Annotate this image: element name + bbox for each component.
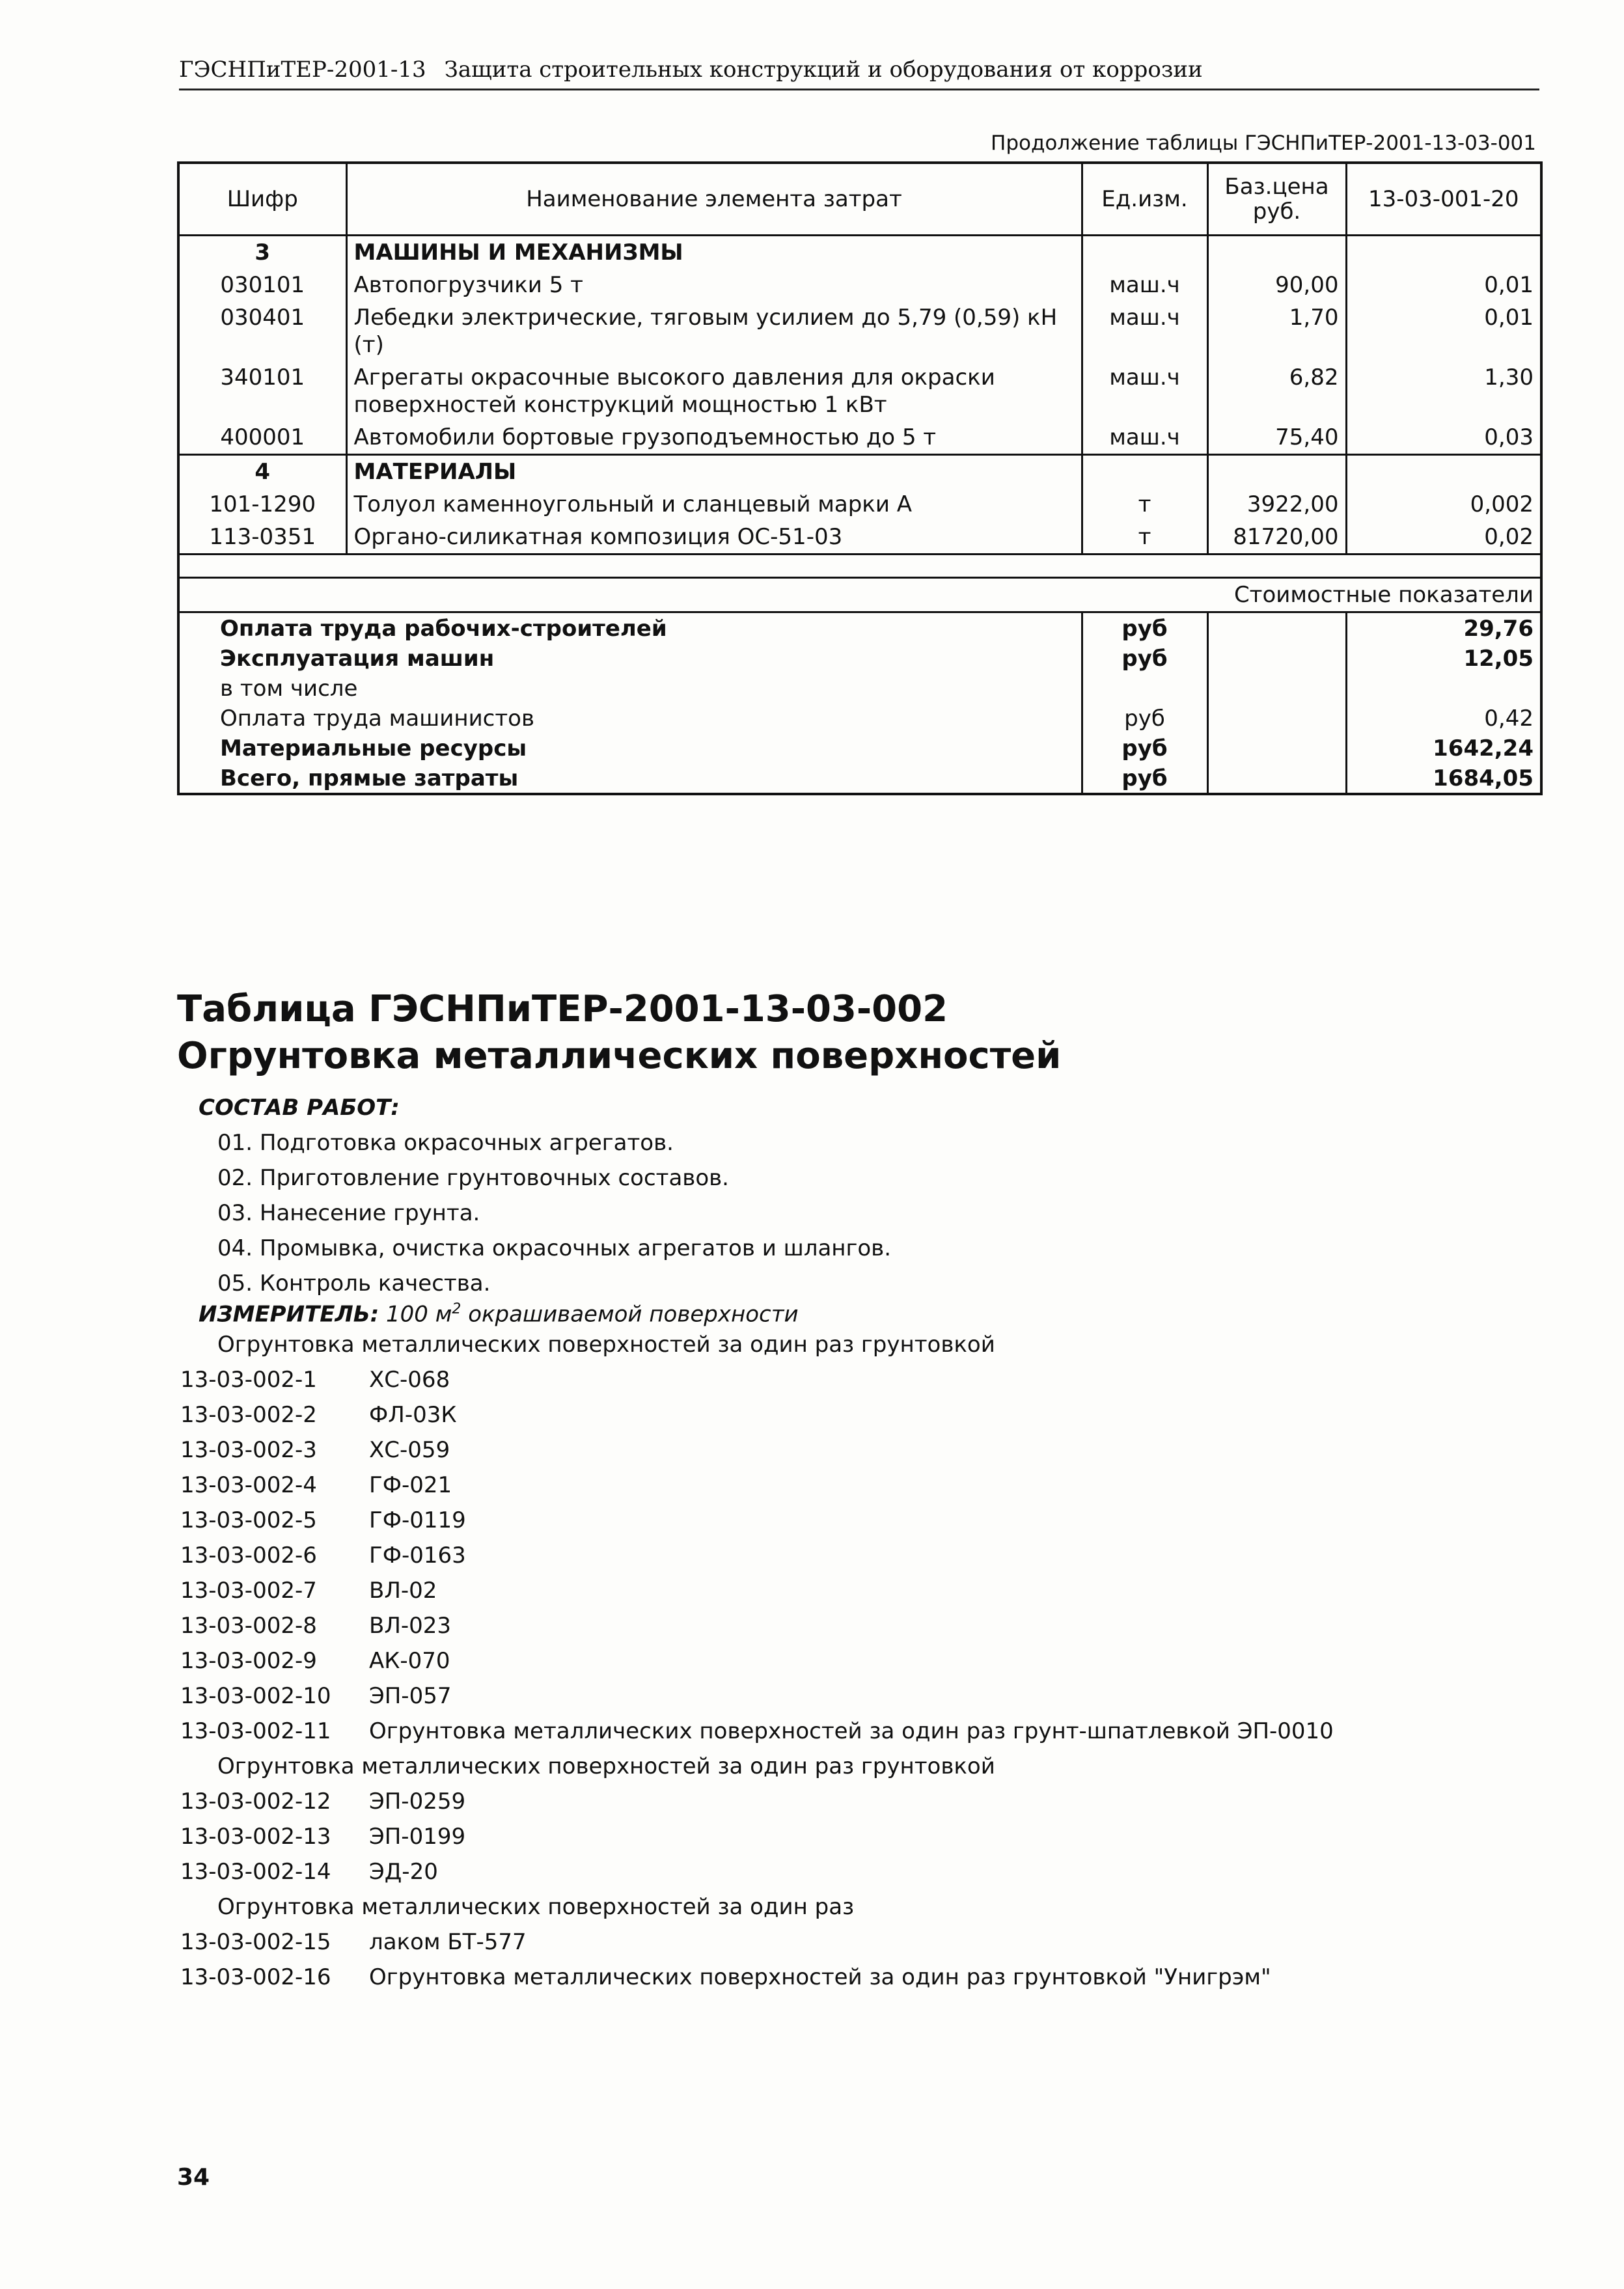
col-header-code: Шифр <box>178 163 346 236</box>
norm-code: 13-03-002-9 <box>180 1648 317 1674</box>
norm-name: ЭП-0199 <box>369 1824 466 1850</box>
norm-code: 13-03-002-4 <box>180 1472 317 1498</box>
code-row <box>180 1963 1271 1992</box>
code-row <box>180 1576 437 1605</box>
norm-name: ФЛ-03К <box>369 1402 457 1428</box>
summary-label: Оплата труда машинистов <box>220 706 535 732</box>
norm-code: 13-03-002-6 <box>180 1542 317 1569</box>
norm-code: 13-03-002-14 <box>180 1859 331 1885</box>
spacer-row <box>178 555 1541 578</box>
summary-row <box>178 763 1541 794</box>
norm-code: 13-03-002-16 <box>180 1964 331 1990</box>
row-value: 1,30 <box>1346 361 1541 421</box>
running-header <box>179 51 1539 90</box>
row-value: 0,02 <box>1346 521 1541 555</box>
code-row <box>180 1506 466 1535</box>
section-row <box>178 455 1541 489</box>
group-caption: Огрунтовка металлических поверхностей за один раз <box>217 1894 855 1920</box>
norm-name: ГФ-0119 <box>369 1507 466 1533</box>
table-row <box>178 521 1541 555</box>
summary-value: 1684,05 <box>1433 765 1534 791</box>
cost-caption: Стоимостные показатели <box>178 578 1541 612</box>
row-price: 81720,00 <box>1207 521 1346 555</box>
code-row <box>180 1717 1334 1746</box>
continuation-caption: Продолжение таблицы ГЭСНПиТЕР-2001-13-03-001 <box>991 131 1536 155</box>
norm-code: 13-03-002-3 <box>180 1437 317 1463</box>
measure-rest: окрашиваемой поверхности <box>461 1301 799 1328</box>
norm-name: ГФ-0163 <box>369 1542 466 1569</box>
row-price: 6,82 <box>1207 361 1346 421</box>
measure-sup: 2 <box>452 1301 461 1317</box>
summary-unit: руб <box>1082 733 1207 763</box>
row-price: 3922,00 <box>1207 488 1346 521</box>
row-price: 75,40 <box>1207 421 1346 455</box>
summary-label: в том числе <box>220 676 358 702</box>
table-subtitle: Огрунтовка металлических поверхностей <box>177 1035 1062 1077</box>
norm-name: ВЛ-023 <box>369 1613 452 1639</box>
row-price: 1,70 <box>1207 301 1346 361</box>
summary-label: Эксплуатация машин <box>220 646 495 672</box>
norm-code: 13-03-002-8 <box>180 1613 317 1639</box>
summary-value: 12,05 <box>1463 646 1534 672</box>
row-value: 0,01 <box>1346 269 1541 301</box>
summary-row <box>178 673 1541 703</box>
row-unit: маш.ч <box>1082 421 1207 455</box>
work-item: 05. Контроль качества. <box>217 1270 491 1296</box>
group-caption: Огрунтовка металлических поверхностей за один раз грунтовкой <box>217 1332 995 1358</box>
norm-name: ВЛ-02 <box>369 1578 437 1604</box>
summary-unit: руб <box>1082 643 1207 673</box>
measure-value: 100 м <box>386 1301 452 1328</box>
code-row <box>180 1541 466 1570</box>
norm-name: ГФ-021 <box>369 1472 452 1498</box>
table-header-row <box>178 163 1541 236</box>
table-row <box>178 361 1541 421</box>
row-name: Агрегаты окрасочные высокого давления для окраски поверхностей конструкций мощностью 1 кВт <box>346 361 1082 421</box>
work-item: 01. Подготовка окрасочных агрегатов. <box>217 1130 674 1156</box>
col-header-name: Наименование элемента затрат <box>346 163 1082 236</box>
norm-name: ЭП-057 <box>369 1683 452 1709</box>
code-row <box>180 1647 450 1675</box>
row-code: 030401 <box>178 301 346 361</box>
section-title: МАТЕРИАЛЫ <box>346 455 1082 489</box>
code-row <box>180 1682 451 1710</box>
code-row <box>180 1471 452 1500</box>
measure-line <box>199 1295 799 1328</box>
row-name: Автопогрузчики 5 т <box>346 269 1082 301</box>
summary-value: 1642,24 <box>1433 735 1534 761</box>
header-code: ГЭСНПиТЕР-2001-13 <box>179 57 426 83</box>
cost-table <box>177 161 1543 795</box>
norm-code: 13-03-002-13 <box>180 1824 331 1850</box>
norm-code: 13-03-002-2 <box>180 1402 317 1428</box>
work-item: 03. Нанесение грунта. <box>217 1200 480 1226</box>
work-item: 04. Промывка, очистка окрасочных агрегатов и шлангов. <box>217 1235 892 1261</box>
section-title: МАШИНЫ И МЕХАНИЗМЫ <box>346 236 1082 269</box>
norm-code: 13-03-002-12 <box>180 1789 331 1815</box>
row-name: Лебедки электрические, тяговым усилием до 5,79 (0,59) кН (т) <box>346 301 1082 361</box>
work-composition-heading: СОСТАВ РАБОТ: <box>199 1095 400 1121</box>
row-code: 340101 <box>178 361 346 421</box>
group-caption: Огрунтовка металлических поверхностей за один раз грунтовкой <box>217 1753 995 1779</box>
col-header-unit: Ед.изм. <box>1082 163 1207 236</box>
code-row <box>180 1401 457 1429</box>
row-unit: маш.ч <box>1082 361 1207 421</box>
row-name: Автомобили бортовые грузоподъемностью до 5 т <box>346 421 1082 455</box>
code-row <box>180 1787 465 1816</box>
code-row <box>180 1857 438 1886</box>
row-code: 400001 <box>178 421 346 455</box>
norm-code: 13-03-002-5 <box>180 1507 317 1533</box>
norm-name: ЭД-20 <box>369 1859 438 1885</box>
norm-name: ХС-059 <box>369 1437 450 1463</box>
summary-row <box>178 703 1541 733</box>
row-unit: маш.ч <box>1082 269 1207 301</box>
code-row <box>180 1436 450 1464</box>
summary-label: Всего, прямые затраты <box>220 765 519 791</box>
table-row <box>178 488 1541 521</box>
summary-label: Материальные ресурсы <box>220 735 527 761</box>
row-name: Органо-силикатная композиция ОС-51-03 <box>346 521 1082 555</box>
summary-unit: руб <box>1082 703 1207 733</box>
table-row <box>178 269 1541 301</box>
code-row <box>180 1928 527 1956</box>
section-code: 4 <box>178 455 346 489</box>
code-row <box>180 1822 465 1851</box>
cost-caption-row <box>178 578 1541 612</box>
summary-value: 0,42 <box>1484 706 1534 732</box>
row-value: 0,03 <box>1346 421 1541 455</box>
row-value: 0,002 <box>1346 488 1541 521</box>
row-unit: маш.ч <box>1082 301 1207 361</box>
summary-label: Оплата труда рабочих-строителей <box>220 616 667 642</box>
section-code: 3 <box>178 236 346 269</box>
row-code: 030101 <box>178 269 346 301</box>
header-title: Защита строительных конструкций и оборудования от коррозии <box>444 57 1203 83</box>
summary-row <box>178 643 1541 673</box>
row-name: Толуол каменноугольный и сланцевый марки А <box>346 488 1082 521</box>
norm-code: 13-03-002-1 <box>180 1367 317 1393</box>
table-title: Таблица ГЭСНПиТЕР-2001-13-03-002 <box>177 988 948 1030</box>
work-item: 02. Приготовление грунтовочных составов. <box>217 1165 729 1191</box>
row-code: 101-1290 <box>178 488 346 521</box>
norm-name: АК-070 <box>369 1648 450 1674</box>
summary-unit: руб <box>1082 763 1207 794</box>
page-number: 34 <box>177 2164 210 2191</box>
measure-label: ИЗМЕРИТЕЛЬ: <box>199 1301 379 1328</box>
norm-code: 13-03-002-11 <box>180 1718 331 1744</box>
summary-row <box>178 733 1541 763</box>
norm-code: 13-03-002-15 <box>180 1929 331 1955</box>
norm-name: лаком БТ-577 <box>369 1929 527 1955</box>
col-header-price: Баз.цена руб. <box>1207 163 1346 236</box>
row-unit: т <box>1082 521 1207 555</box>
norm-name: Огрунтовка металлических поверхностей за один раз грунтовкой "Унигрэм" <box>369 1964 1271 1990</box>
norm-name: ЭП-0259 <box>369 1789 466 1815</box>
summary-row <box>178 612 1541 644</box>
row-code: 113-0351 <box>178 521 346 555</box>
table-row <box>178 301 1541 361</box>
norm-name: Огрунтовка металлических поверхностей за один раз грунт-шпатлевкой ЭП-0010 <box>369 1718 1334 1744</box>
code-row <box>180 1365 450 1394</box>
row-value: 0,01 <box>1346 301 1541 361</box>
summary-value: 29,76 <box>1463 616 1534 642</box>
norm-code: 13-03-002-7 <box>180 1578 317 1604</box>
section-row <box>178 236 1541 269</box>
norm-code: 13-03-002-10 <box>180 1683 331 1709</box>
summary-unit: руб <box>1082 612 1207 644</box>
table-row <box>178 421 1541 455</box>
row-unit: т <box>1082 488 1207 521</box>
norm-name: ХС-068 <box>369 1367 450 1393</box>
row-price: 90,00 <box>1207 269 1346 301</box>
code-row <box>180 1611 451 1640</box>
col-header-norm: 13-03-001-20 <box>1346 163 1541 236</box>
